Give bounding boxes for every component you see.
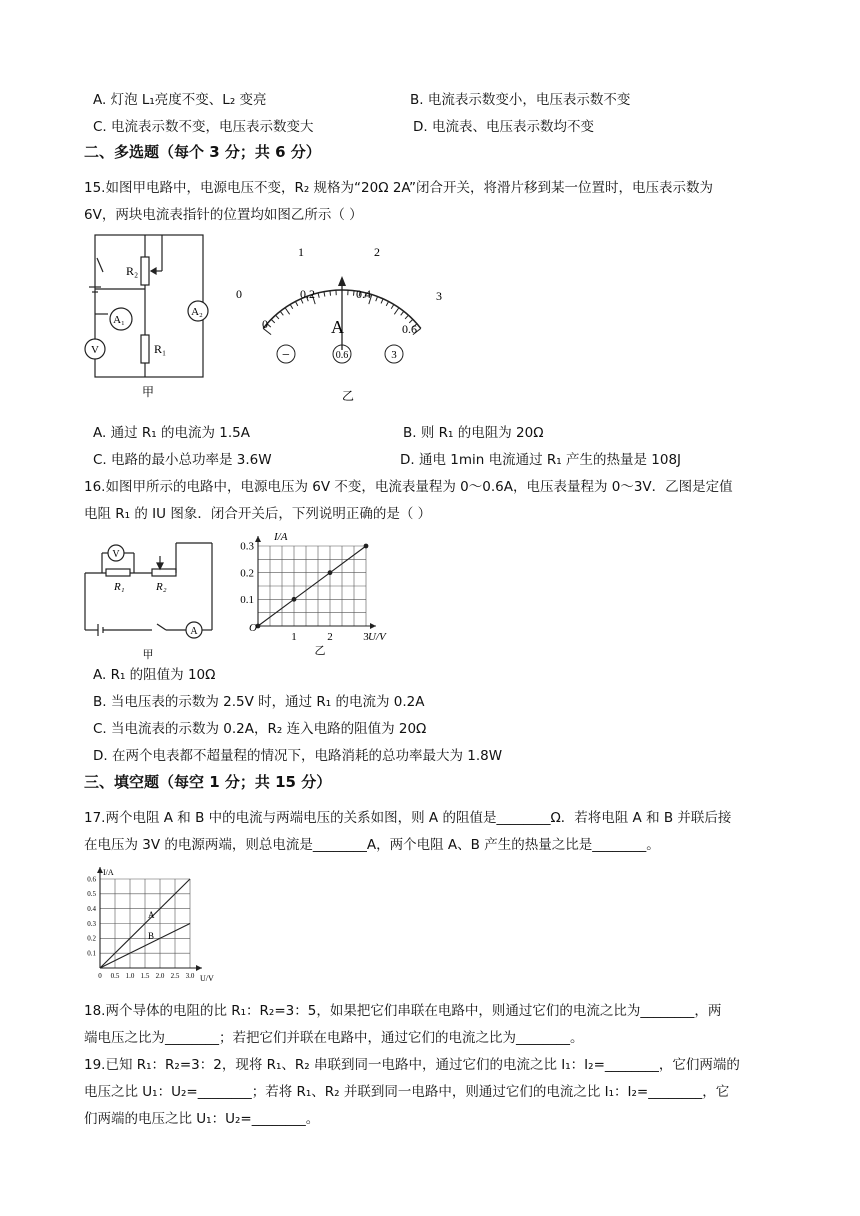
x-tick-label: 3.0 [185, 972, 195, 980]
y-axis-label: I/A [274, 531, 288, 543]
dial-tick [290, 304, 293, 308]
dial-bottom-0.4: 0.4 [356, 287, 371, 301]
y-tick-label: 0.1 [87, 949, 96, 958]
origin-label: O [249, 622, 257, 634]
x-tick-label: 2 [327, 631, 333, 643]
q18-stem-line2: 端电压之比为________；若把它们并联在电路中，通过它们的电流之比为________。 [84, 1030, 584, 1046]
x-tick-label: 0.5 [110, 972, 120, 980]
dial-tick [391, 304, 394, 308]
switch [97, 258, 103, 272]
dial-tick [285, 308, 290, 315]
dial-tick [295, 301, 297, 305]
series-label-a: A [148, 910, 155, 920]
q15-fig-label-jia: 甲 [141, 385, 155, 399]
y-tick-label: 0.5 [87, 890, 96, 899]
dial-tick [318, 293, 319, 298]
q16-option-b: B. 当电压表的示数为 2.5V 时，通过 R₁ 的电流为 0.2A [93, 694, 425, 710]
y-tick-label: 0.4 [87, 905, 96, 913]
y-tick-label: 0.3 [240, 540, 254, 553]
x-tick-label: 3 [363, 631, 369, 643]
q16-stem-line1: 16.如图甲所示的电路中，电源电压为 6V 不变，电流表量程为 0～0.6A，电压表量程为 0～3V．乙图是定值 [84, 479, 733, 495]
q17-iu-chart [80, 863, 230, 986]
label-r2: R₂ [126, 264, 139, 278]
x-tick-label: 1 [291, 631, 297, 643]
data-point [364, 544, 369, 549]
dial-tick [394, 308, 399, 315]
dial-top-2: 2 [374, 245, 380, 259]
data-point [292, 597, 297, 602]
series-label-b: B [148, 931, 155, 941]
q15-fig-label-yi: 乙 [341, 389, 355, 403]
switch [157, 624, 166, 630]
dial-tick [353, 291, 354, 296]
y-tick-label: 0.2 [240, 567, 254, 580]
q19-stem-line2: 电压之比 U₁：U₂=________；若将 R₁、R₂ 并联到同一电路中，则通过它们的电流之比 I₁：I₂=________，它 [84, 1084, 730, 1100]
q16-iu-chart [228, 528, 408, 660]
section3-title: 三、填空题（每空 1 分；共 15 分） [84, 773, 332, 791]
resistor-r1 [141, 335, 149, 363]
x-tick-label: 1.5 [140, 972, 150, 980]
dial-top-1: 1 [298, 245, 304, 259]
slider-arrow [151, 268, 156, 274]
x-axis-label: U/V [200, 974, 214, 983]
dial-bottom-0.6: 0.6 [402, 322, 417, 336]
label-v: V [112, 549, 120, 560]
q16-fig-label-yi: 乙 [314, 645, 326, 657]
x-tick-label: 1.0 [125, 972, 135, 980]
q15-option-a: A. 通过 R₁ 的电流为 1.5A [93, 425, 250, 441]
x-tick-label: 2.0 [155, 972, 165, 980]
q17-stem-line2: 在电压为 3V 的电源两端，则总电流是________A，两个电阻 A、B 产生的热量之比是________。 [84, 837, 660, 853]
dial-tick [381, 299, 383, 304]
x-tick-label: 2.5 [170, 972, 180, 980]
resistor-r2 [141, 257, 149, 285]
dial-tick [376, 297, 378, 302]
dial-tick [386, 301, 388, 305]
label-v: V [91, 344, 99, 356]
dial-tick [330, 291, 331, 296]
q16-circuit-diagram [80, 538, 220, 662]
section2-title: 二、多选题（每个 3 分；共 6 分） [84, 143, 321, 161]
dial-bottom-0: 0 [262, 317, 268, 331]
q16-option-c: C. 当电流表的示数为 0.2A，R₂ 连入电路的阻值为 20Ω [93, 721, 427, 737]
q14-option-c: C. 电流表示数不变，电压表示数变大 [93, 119, 314, 135]
label-a: A [190, 626, 198, 637]
q16-option-a: A. R₁ 的阻值为 10Ω [93, 667, 216, 683]
q14-option-b: B. 电流表示数变小，电压表示数不变 [410, 92, 631, 108]
dial-top-3: 3 [436, 289, 442, 303]
q19-stem-line1: 19.已知 R₁：R₂=3：2，现将 R₁、R₂ 串联到同一电路中，通过它们的电流之比 I₁：I₂=________，它们两端的 [84, 1057, 740, 1073]
y-tick-label: 0.2 [87, 934, 96, 943]
q15-ammeter-dial [228, 240, 458, 405]
label-a1: A₁ [113, 314, 125, 326]
dial-tick [401, 311, 404, 315]
data-point [328, 570, 333, 575]
q16-option-d: D. 在两个电表都不超量程的情况下，电路消耗的总功率最大为 1.8W [93, 748, 503, 764]
q19-stem-line3: 们两端的电压之比 U₁：U₂=________。 [84, 1111, 320, 1127]
terminal-0.6-label: 0.6 [335, 350, 349, 361]
dial-pointer-head [338, 276, 346, 286]
terminal-3-label: 3 [391, 349, 397, 361]
dial-unit: A [331, 317, 344, 337]
dial-tick [405, 315, 408, 319]
q14-option-d: D. 电流表、电压表示数均不变 [413, 119, 594, 135]
q15-option-c: C. 电路的最小总功率是 3.6W [93, 452, 272, 468]
label-a2: A₂ [191, 306, 203, 318]
y-axis-arrow [255, 536, 261, 542]
label-r2: R₂ [156, 581, 167, 593]
label-r1: R₁ [114, 581, 125, 593]
dial-bottom-0.2: 0.2 [300, 287, 315, 301]
dial-tick [324, 292, 325, 297]
q15-option-d: D. 通电 1min 电流通过 R₁ 产生的热量是 108J [400, 452, 682, 468]
label-r1: R₁ [154, 342, 167, 356]
q18-stem-line1: 18.两个导体的电阻的比 R₁：R₂=3：5，如果把它们串联在电路中，则通过它们的电流之比为________，两 [84, 1003, 722, 1019]
x-axis-arrow [370, 623, 376, 629]
dial-tick [280, 311, 283, 315]
q15-stem-line1: 15.如图甲电路中，电源电压不变，R₂ 规格为“20Ω 2A”闭合开关，将滑片移到某一位置时，电压表示数为 [84, 180, 713, 196]
x-axis-arrow [196, 965, 202, 971]
y-tick-label: 0.1 [240, 594, 254, 606]
y-axis-label: I/A [103, 868, 114, 877]
resistor-r1 [106, 569, 130, 576]
q17-stem-line1: 17.两个电阻 A 和 B 中的电流与两端电压的关系如图，则 A 的阻值是________Ω．若将电阻 A 和 B 并联后接 [84, 810, 732, 826]
dial-tick [271, 319, 275, 323]
dial-tick [276, 315, 279, 319]
q14-option-a: A. 灯泡 L₁亮度不变、L₂ 变亮 [93, 92, 267, 108]
terminal-negative-label: − [282, 348, 290, 363]
x-tick-label: 0 [98, 972, 102, 980]
q16-stem-line2: 电阻 R₁ 的 IU 图象．闭合开关后，下列说明正确的是（ ） [84, 506, 432, 522]
slider-arrow [157, 563, 163, 569]
q15-stem-line2: 6V，两块电流表指针的位置均如图乙所示（ ） [84, 207, 363, 223]
q15-circuit-diagram [84, 230, 224, 400]
x-axis-label: U/V [368, 631, 386, 643]
q16-fig-label-jia: 甲 [142, 649, 154, 661]
y-tick-label: 0.3 [87, 919, 96, 928]
y-tick-label: 0.6 [87, 875, 96, 884]
dial-top-0: 0 [236, 287, 242, 301]
q15-option-b: B. 则 R₁ 的电阻为 20Ω [403, 425, 544, 441]
resistor-r2 [152, 569, 176, 576]
